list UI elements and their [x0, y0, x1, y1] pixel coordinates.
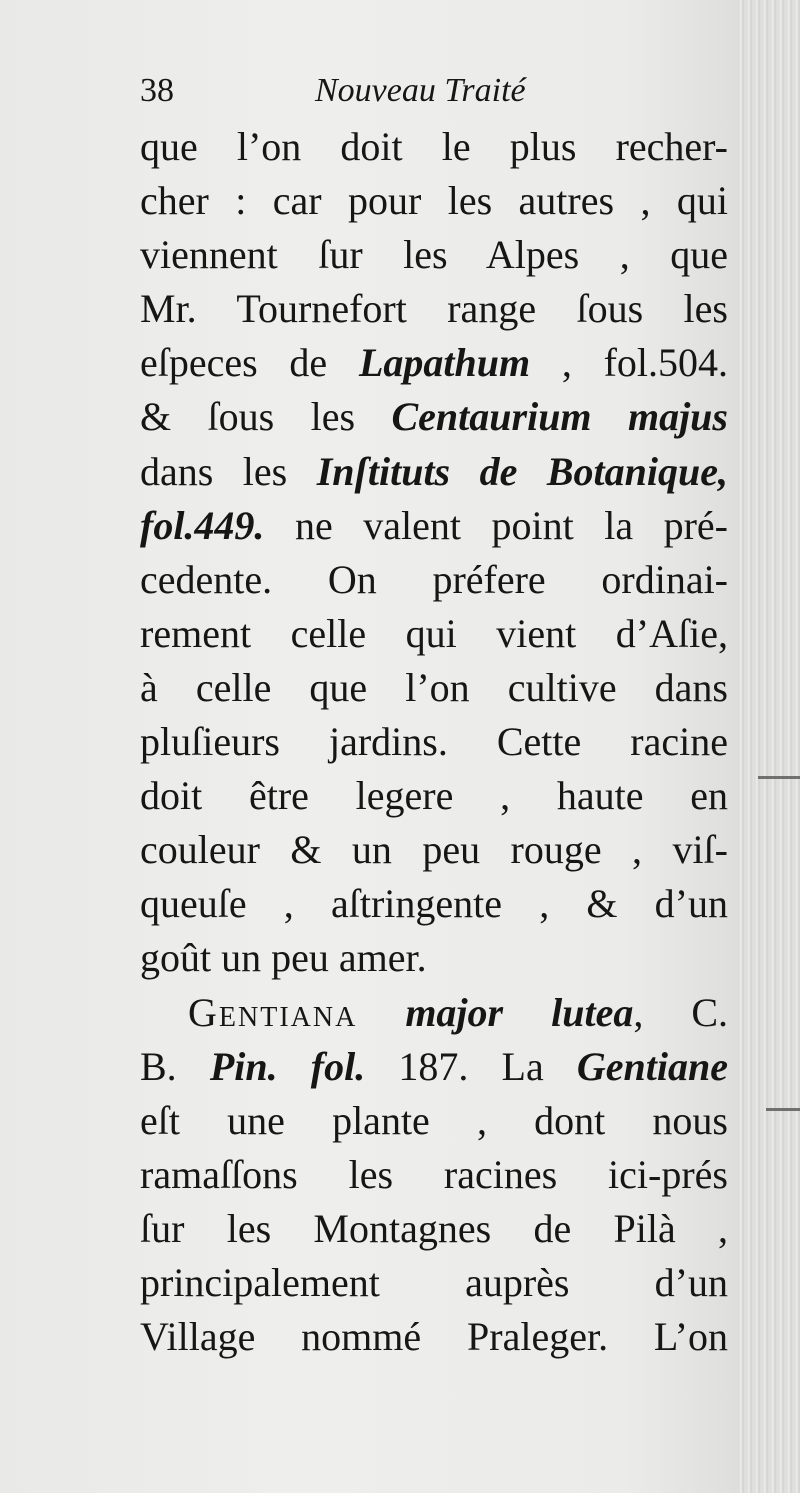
text-line-20 — [140, 1148, 728, 1202]
text-line-12 — [140, 715, 728, 769]
text-line-23 — [140, 1310, 728, 1364]
text-line-11 — [140, 661, 728, 715]
text-line-1 — [140, 120, 728, 174]
text-segment: goût un peu amer. — [140, 935, 427, 981]
running-title: Nouveau Traité — [315, 72, 526, 109]
text-segment: que l’on doit le plus recher- — [140, 124, 728, 169]
text-line-2 — [140, 174, 728, 228]
text-segment: à celle que l’on cultive dans — [140, 664, 728, 710]
text-segment-italic: major lutea — [405, 989, 634, 1035]
text-segment — [357, 990, 405, 1035]
text-segment: rement celle qui vient d’Aſie, — [140, 610, 728, 656]
text-line-9 — [140, 553, 728, 607]
text-line-4 — [140, 282, 728, 336]
text-segment: doit être legere , haute en — [140, 773, 728, 819]
text-segment: queuſe , aſtringente , & d’un — [140, 881, 728, 927]
text-line-10 — [140, 607, 728, 661]
text-line-3 — [140, 228, 728, 282]
text-line-15 — [140, 877, 728, 931]
edge-mark — [766, 1108, 800, 1111]
text-line-5 — [140, 336, 728, 390]
page-header — [140, 68, 740, 118]
edge-mark — [758, 776, 800, 779]
text-segment: ſur les Montagnes de Pilà , — [140, 1205, 728, 1251]
page-edge — [738, 0, 800, 1493]
page-number: 38 — [140, 72, 174, 109]
text-line-13 — [140, 769, 728, 823]
text-segment: ramaſſons les racines ici-prés — [140, 1151, 728, 1197]
text-segment: 187. La — [365, 1043, 577, 1089]
text-segment-italic: fol.449. — [140, 502, 265, 548]
text-segment: , fol.504. — [530, 340, 729, 386]
text-segment: viennent ſur les Alpes , que — [140, 232, 728, 278]
text-segment: principalement auprès d’un — [140, 1259, 728, 1305]
text-segment-italic: Pin. fol. — [209, 1043, 366, 1089]
text-line-21 — [140, 1202, 728, 1256]
text-segment: ne valent point la pré- — [264, 502, 728, 548]
text-segment: cedente. On préfere ordinai- — [140, 556, 728, 602]
text-segment: & ſous les — [140, 394, 392, 440]
body-text — [140, 120, 728, 1364]
text-segment-small-caps: Gentiana — [188, 989, 358, 1035]
text-segment-italic: Inſtituts de Botanique, — [316, 448, 728, 494]
text-segment: Village nommé Praleger. L’on — [140, 1314, 728, 1360]
text-line-22 — [140, 1256, 728, 1310]
text-segment: , C. — [633, 989, 728, 1035]
text-line-14 — [140, 823, 728, 877]
text-line-7 — [140, 445, 728, 499]
text-line-18 — [140, 1040, 728, 1094]
text-segment: cher : car pour les autres , qui — [140, 178, 728, 224]
text-line-17 — [140, 986, 728, 1040]
text-line-8 — [140, 499, 728, 553]
text-segment: B. — [140, 1043, 210, 1089]
text-segment: couleur & un peu rouge , viſ- — [140, 827, 728, 873]
text-segment: Mr. Tournefort range ſous les — [140, 286, 728, 332]
text-segment: eſt une plante , dont nous — [140, 1097, 728, 1143]
text-line-6 — [140, 390, 728, 444]
text-segment: pluſieurs jardins. Cette racine — [140, 719, 728, 765]
text-segment-italic: Centaurium majus — [391, 394, 728, 440]
text-segment-italic: Gentiane — [576, 1043, 729, 1089]
text-line-19 — [140, 1094, 728, 1148]
text-segment: dans les — [140, 448, 317, 494]
text-segment-italic: Lapathum — [358, 340, 531, 386]
text-segment: eſpeces de — [140, 340, 359, 386]
text-line-16 — [140, 931, 728, 985]
